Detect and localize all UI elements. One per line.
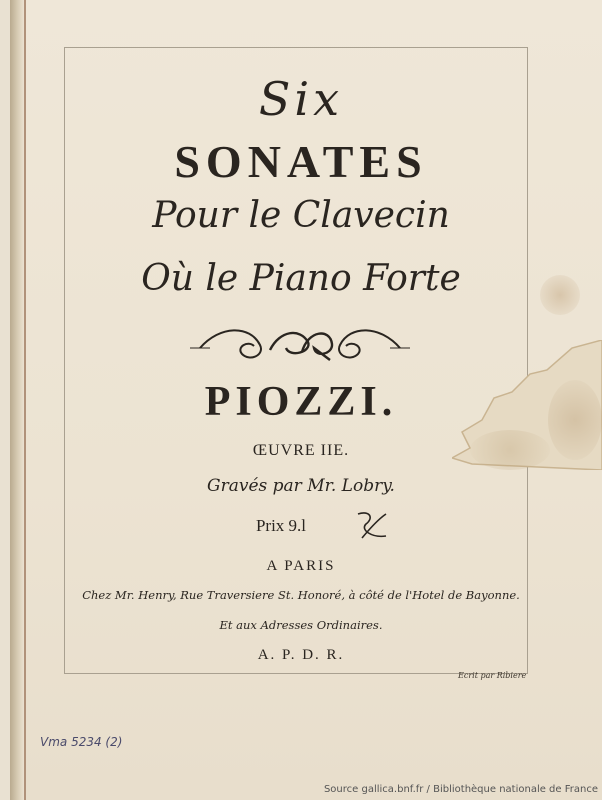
composer-name: PIOZZI. xyxy=(204,379,398,425)
title-six: Six xyxy=(258,72,344,126)
monogram-icon xyxy=(352,508,392,544)
price: Prix 9.l xyxy=(255,516,307,535)
shelfmark-stamp: Vma 5234 (2) xyxy=(40,735,123,749)
scribe-credit: Ecrit par Ribiere xyxy=(458,671,527,680)
opus-number: ŒUVRE IIE. xyxy=(252,442,350,459)
privilege-mark: A. P. D. R. xyxy=(257,647,345,663)
title-pour-le-clavecin: Pour le Clavecin xyxy=(152,195,450,236)
other-addresses: Et aux Adresses Ordinaires. xyxy=(219,618,383,632)
title-piano-forte: Où le Piano Forte xyxy=(141,258,461,299)
par-ornament-flourish xyxy=(190,320,410,370)
title-sonates: SONATES xyxy=(174,136,428,187)
source-credit: Source gallica.bnf.fr / Bibliothèque nationale de France xyxy=(323,784,598,795)
city: A PARIS xyxy=(266,558,336,574)
engraver-credit: Gravés par Mr. Lobry. xyxy=(207,476,395,496)
publisher-address: Chez Mr. Henry, Rue Traversiere St. Honoré, à côté de l'Hotel de Bayonne. xyxy=(82,588,520,602)
